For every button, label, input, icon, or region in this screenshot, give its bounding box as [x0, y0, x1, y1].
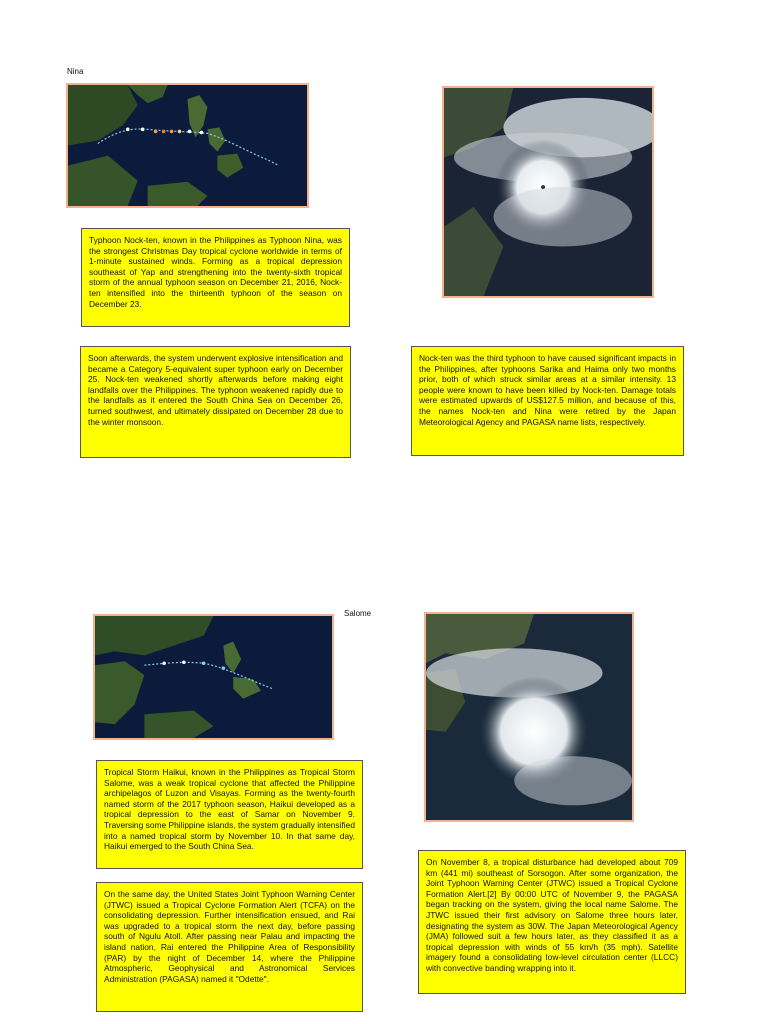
section-label-salome: Salome: [344, 609, 372, 618]
text-box-salome-formation: On November 8, a tropical disturbance had developed about 709 km (441 mi) southeast of Sorsogon. After some organization, the Joint Typhoon Warning Center (JTWC) issued a Tropical Cyclone Formation Alert.[2] By 00:00 UTC of November 9, the PAGASA began tracking on the system, giving the local name Salome. The JTWC issued their first advisory on Salome three hours later, designating the system as 30W. The Japan Meteorological Agency (JMA) followed suit a few hours later, as they classified it as a tropical depression with winds of 55 km/h (35 mph). Satellite imagery found a consolidating low-level circulation center (LLCC) with convective banding wrapping into it.: [418, 850, 686, 994]
text-box-nina-impact: Nock-ten was the third typhoon to have caused significant impacts in the Philippines, after typhoons Sarika and Haima only two months prior, both of which struck similar areas at a similar intensity. 13 people were known to have been killed by Nock-ten. Damage totals were estimated upwards of US$127.5 million, and because of this, the names Nock-ten and Nina were retired by the Japan Meteorological Agency and PAGASA name lists, respectively.: [411, 346, 684, 456]
track-map-nina: [66, 83, 309, 208]
track-map-salome: [93, 614, 334, 740]
text-box-salome-intro: Tropical Storm Haikui, known in the Philippines as Tropical Storm Salome, was a weak tropical cyclone that affected the Philippine archipelagos of Luzon and Visayas. Forming as the twenty-fourth named storm of the 2017 typhoon season, Haikui developed as a tropical depression to the east of Samar on November 9. Traversing some Philippine islands, the system gradually intensified into a named tropical storm by November 10. In that same day, Haikui emerged to the South China Sea.: [96, 760, 363, 869]
satellite-image-salome: [424, 612, 634, 822]
satellite-image-nina: [442, 86, 654, 298]
text-box-salome-jtwc: On the same day, the United States Joint Typhoon Warning Center (JTWC) issued a Tropical Cyclone Formation Alert (TCFA) on the consolidating depression. Further intensification ensued, and Rai was upgraded to a tropical storm the next day, before passing south of Ngulu Atoll. After passing near Palau and impacting the island nation, Rai entered the Philippine Area of Responsibility (PAR) by the night of December 14, where the Philippine Atmospheric, Geophysical and Astronomical Services Administration (PAGASA) named it "Odette".: [96, 882, 363, 1012]
text-box-nina-intensification: Soon afterwards, the system underwent explosive intensification and became a Category 5-equivalent super typhoon early on December 25. Nock-ten weakened shortly afterwards before making eight landfalls over the Philippines. The typhoon weakened rapidly due to the landfalls as it entered the South China Sea on December 26, turned southwest, and ultimately dissipated on December 28 due to the winter monsoon.: [80, 346, 351, 458]
text-box-nina-intro: Typhoon Nock-ten, known in the Philippines as Typhoon Nina, was the strongest Christmas Day tropical cyclone worldwide in terms of 1-minute sustained winds. Forming as a tropical depression southeast of Yap and strengthening into the twenty-sixth tropical storm of the annual typhoon season on December 21, 2016, Nock-ten intensified into the thirteenth typhoon of the season on December 23.: [81, 228, 350, 327]
section-label-nina: Nina: [67, 67, 84, 76]
